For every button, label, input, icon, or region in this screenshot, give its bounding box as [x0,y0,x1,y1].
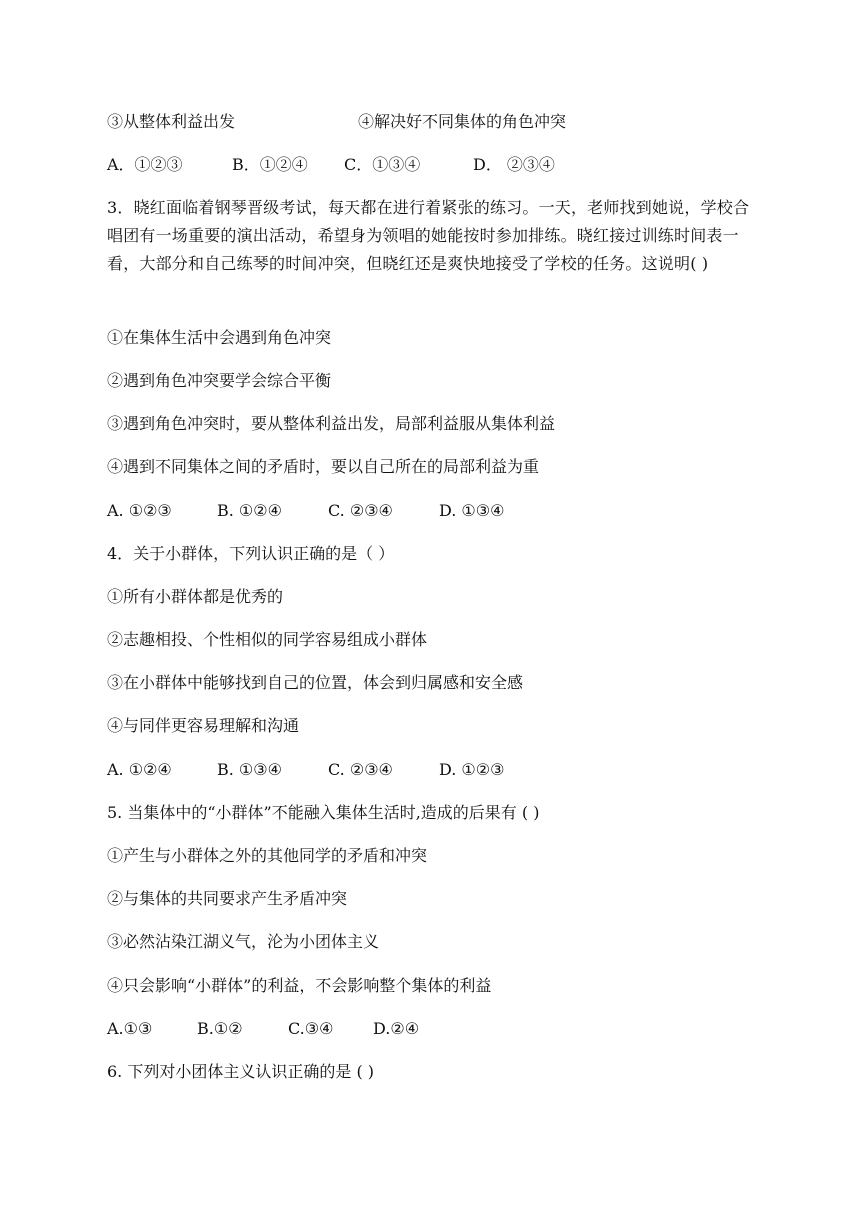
q4-item-3: ③在小群体中能够找到自己的位置，体会到归属感和安全感 [107,673,524,692]
q4-item-1: ①所有小群体都是优秀的 [107,587,284,606]
q5-item-4: ④只会影响“小群体”的利益，不会影响整个集体的利益 [107,976,492,995]
q2-choice-d: D． ②③④ [473,155,555,174]
q5-choice-d: D.②④ [373,1019,420,1038]
q4-stem: 4．关于小群体，下列认识正确的是（ ） [107,544,395,563]
q4-choice-c: C. ②③④ [328,760,393,779]
q2-choice-c: C．①③④ [344,155,421,174]
q5-choice-a: A.①③ [107,1019,153,1038]
q4-choice-b: B. ①③④ [217,760,282,779]
q5-item-2: ②与集体的共同要求产生矛盾冲突 [107,889,348,908]
q3-item-1: ①在集体生活中会遇到角色冲突 [107,328,332,347]
q4-choice-d: D. ①②③ [439,760,505,779]
q5-stem: 5. 当集体中的“小群体”不能融入集体生活时,造成的后果有 ( ) [107,803,540,822]
q3-choice-d: D. ①③④ [439,501,505,520]
q2-items-row [107,108,764,136]
q4-item-4: ④与同伴更容易理解和沟通 [107,716,300,735]
q3-choice-b: B. ①②④ [217,501,282,520]
q5-choice-c: C.③④ [288,1019,334,1038]
q3-choice-c: C. ②③④ [328,501,393,520]
q4-choice-a: A. ①②④ [107,760,172,779]
q2-choice-a: A．①②③ [107,155,183,174]
q5-item-1: ①产生与小群体之外的其他同学的矛盾和冲突 [107,846,428,865]
q5-choice-b: B.①② [197,1019,243,1038]
q2-item-3: ③从整体利益出发 [107,112,236,131]
q2-item-4: ④解决好不同集体的角色冲突 [358,112,567,131]
q3-item-4: ④遇到不同集体之间的矛盾时，要以自己所在的局部利益为重 [107,457,540,476]
q3-stem: 3．晓红面临着钢琴晋级考试，每天都在进行着紧张的练习。一天，老师找到她说，学校合唱团有一场重要的演出活动，希望身为领唱的她能按时参加排练。晓红接过训练时间表一看，大部分和自己练琴的时间冲突，但晓红还是爽快地接受了学校的任务。这说明( ) [107,198,750,273]
q3-item-3: ③遇到角色冲突时，要从整体利益出发，局部利益服从集体利益 [107,414,556,433]
q2-choice-b: B．①②④ [232,155,308,174]
q5-item-3: ③必然沾染江湖义气，沦为小团体主义 [107,932,380,951]
q4-item-2: ②志趣相投、个性相似的同学容易组成小群体 [107,630,428,649]
q3-choice-a: A. ①②③ [107,501,172,520]
q3-item-2: ②遇到角色冲突要学会综合平衡 [107,371,332,390]
q6-stem: 6. 下列对小团体主义认识正确的是 ( ) [107,1062,375,1081]
